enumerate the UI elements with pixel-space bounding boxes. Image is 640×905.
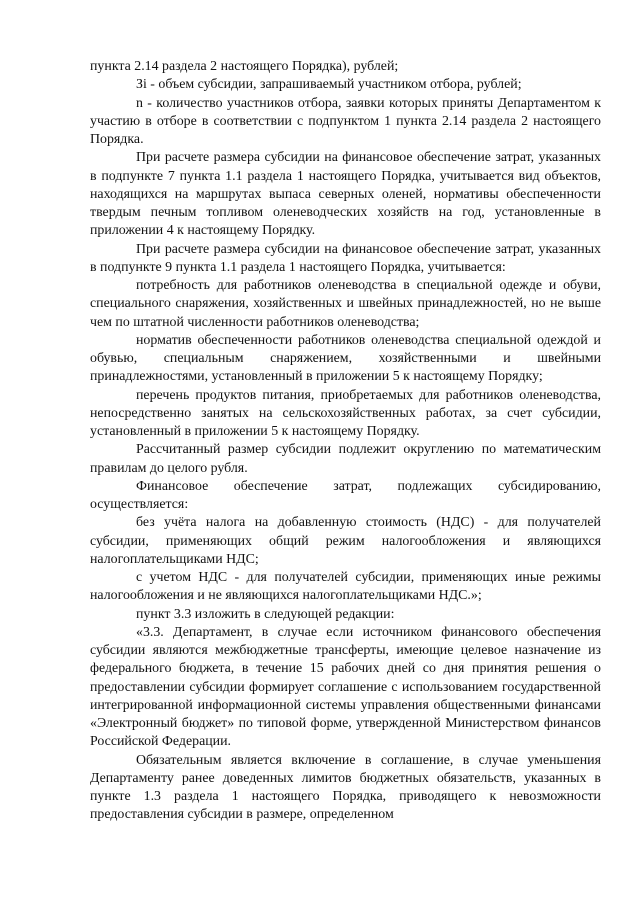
paragraph-food-list: перечень продуктов питания, приобретаемых для работников оленеводства, непосредственно занятых на сельскохозяйственных работах, за счет субсидии, установленный в приложении 5 к настоящему Порядку. bbox=[90, 387, 601, 439]
paragraph-clothing-calculation: При расчете размера субсидии на финансовое обеспечение затрат, указанных в подпункте 9 пункта 1.1 раздела 1 настоящего Порядка, учитывается: bbox=[90, 241, 601, 275]
document-page bbox=[90, 58, 601, 825]
paragraph-fuel-calculation: При расчете размера субсидии на финансовое обеспечение затрат, указанных в подпункте 7 пункта 1.1 раздела 1 настоящего Порядка, учитывается вид объектов, находящихся на маршрутах выпаса северных оленей, нормативы обеспеченности твердым печным топливом оленеводческих хозяйств на год, установленные в приложении 4 к настоящему Порядку. bbox=[90, 150, 601, 239]
paragraph-zi-definition: Зi - объем субсидии, запрашиваемый участником отбора, рублей; bbox=[136, 77, 522, 93]
paragraph-without-vat: без учёта налога на добавленную стоимость (НДС) - для получателей субсидии, применяющих общий режим налогообложения и являющихся налогоплательщиками НДС; bbox=[90, 515, 601, 567]
paragraph-financing: Финансовое обеспечение затрат, подлежащих субсидированию, осуществляется: bbox=[90, 478, 601, 512]
paragraph-n-definition: n - количество участников отбора, заявки которых приняты Департаментом к участию в отборе в соответствии с подпунктом 1 пункта 2.14 раздела 2 настоящего Порядка. bbox=[90, 95, 601, 147]
paragraph-continuation: пункта 2.14 раздела 2 настоящего Порядка), рублей; bbox=[90, 59, 399, 74]
paragraph-with-vat: с учетом НДС - для получателей субсидии, применяющих иные режимы налогообложения и не являющихся налогоплательщиками НДС.»; bbox=[90, 570, 601, 604]
paragraph-clause-3-3-intro: пункт 3.3 изложить в следующей редакции: bbox=[136, 606, 395, 622]
paragraph-clothing-need: потребность для работников оленеводства в специальной одежде и обуви, специального снаряжения, хозяйственных и швейных принадлежностей, но не выше чем по штатной численности работников оленеводства; bbox=[90, 278, 601, 330]
paragraph-mandatory-inclusion: Обязательным является включение в соглашение, в случае уменьшения Департаменту ранее доведенных лимитов бюджетных обязательств, указанных в пункте 1.3 раздела 1 настоящего Порядка, приводящего к невозможности предоставления субсидии в размере, определенном bbox=[90, 752, 601, 823]
paragraph-rounding: Рассчитанный размер субсидии подлежит округлению по математическим правилам до целого рубля. bbox=[90, 442, 601, 476]
paragraph-clothing-norm: норматив обеспеченности работников оленеводства специальной одеждой и обувью, специальным снаряжением, хозяйственными и швейными принадлежностями, установленный в приложении 5 к настоящему Порядку; bbox=[90, 332, 601, 385]
paragraph-clause-3-3: «3.3. Департамент, в случае если источником финансового обеспечения субсидии являются межбюджетные трансферты, имеющие целевое назначение из федерального бюджета, в течение 15 рабочих дней со дня принятия решения о предоставлении субсидии формирует соглашение с использованием государственной интегрированной информационной системы управления общественными финансами «Электронный бюджет» по типовой форме, утвержденной Министерством финансов Российской Федерации. bbox=[90, 624, 601, 750]
